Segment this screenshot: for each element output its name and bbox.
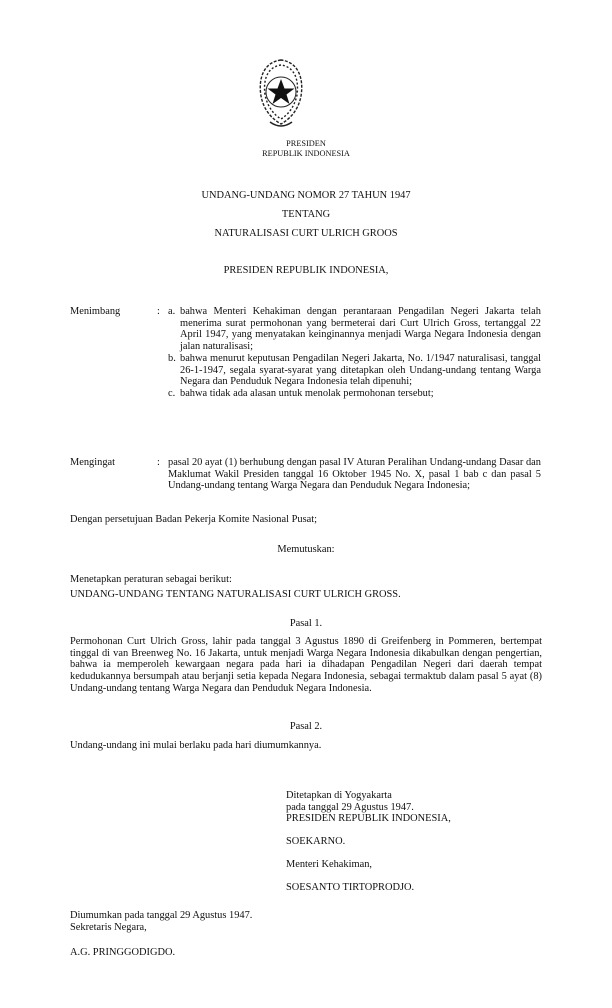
menetapkan: Menetapkan peraturan sebagai berikut: <box>70 574 232 585</box>
pasal-1-text: Permohonan Curt Ulrich Gross, lahir pada tanggal 3 Agustus 1890 di Greifenberg in Pommeren, bertempat tinggal di van Breenweg No. 16 Jakarta, untuk menjadi Warga Negara Indonesia dikabulkan dengan pengertian, bahwa ia memperoleh kewargaan negara pada hari ia dihadapan Pengadilan Negeri dari daerah tempat kedudukannya bersumpah atau berjanji setia kepada Negara Indonesia, sebagai termaktub dalam pasal 5 ayat (8) Undang-undang tentang Warga Negara dan Penduduk Negara Indonesia. <box>70 636 542 694</box>
secretary-name: A.G. PRINGGODIGDO. <box>70 947 176 959</box>
menimbang-label: Menimbang <box>70 306 121 317</box>
pasal-2-heading: Pasal 2. <box>289 721 323 732</box>
item-marker: a. <box>168 306 176 317</box>
mengingat-colon: : <box>157 457 160 468</box>
letterhead-line1: PRESIDEN <box>286 139 326 148</box>
signature-date: pada tanggal 29 Agustus 1947. <box>286 801 414 813</box>
persetujuan: Dengan persetujuan Badan Pekerja Komite Nasional Pusat; <box>70 514 318 525</box>
garuda-star-emblem-icon <box>256 54 306 136</box>
menetapkan-title: UNDANG-UNDANG TENTANG NATURALISASI CURT ULRICH GROSS. <box>70 589 401 600</box>
menimbang-colon: : <box>157 306 160 317</box>
minister-name: SOESANTO TIRTOPRODJO. <box>286 881 415 893</box>
item-marker: b. <box>168 352 176 364</box>
mengingat-label: Mengingat <box>70 457 116 468</box>
item-marker: c. <box>168 387 176 399</box>
president-name: SOEKARNO. <box>286 836 346 848</box>
law-title-line2: TENTANG <box>281 209 331 220</box>
item-text: bahwa tidak ada alasan untuk menolak permohonan tersebut; <box>180 387 434 399</box>
secretary-title: Sekretaris Negara, <box>70 921 147 933</box>
menimbang-list <box>168 306 541 400</box>
pasal-2-text: Undang-undang ini mulai berlaku pada hari diumumkannya. <box>70 740 322 751</box>
signature-place: Ditetapkan di Yogyakarta <box>286 790 392 801</box>
menimbang-item-b <box>168 353 541 388</box>
letterhead <box>0 139 612 158</box>
menimbang-item-a <box>168 306 541 353</box>
memutuskan: Memutuskan: <box>277 544 335 555</box>
promulgation-block <box>70 910 252 959</box>
menimbang-item-c <box>168 388 541 400</box>
item-text: bahwa Menteri Kehakiman dengan perantaraan Pengadilan Negeri Jakarta telah menerima surat permohonan yang bermeterai dari Curt Ulrich Gross, tertanggal 22 April 1947, yang menyatakan keinginannya menjadi Warga Negara Indonesia dengan jalan naturalisasi; <box>180 306 541 353</box>
signature-block <box>286 790 451 893</box>
mengingat-text: pasal 20 ayat (1) berhubung dengan pasal IV Aturan Peralihan Undang-undang Dasar dan Maklumat Wakil Presiden tanggal 16 Oktober 1945 No. X, pasal 1 bab c dan pasal 5 Undang-undang tentang Warga Negara dan Penduduk Negara Indonesia; <box>168 457 541 492</box>
signature-office: PRESIDEN REPUBLIK INDONESIA, <box>286 813 451 825</box>
letterhead-line2: REPUBLIK INDONESIA <box>262 148 350 158</box>
promulgation-date: Diumumkan pada tanggal 29 Agustus 1947. <box>70 910 253 921</box>
preamble: PRESIDEN REPUBLIK INDONESIA, <box>223 265 389 276</box>
law-title-line3: NATURALISASI CURT ULRICH GROOS <box>214 228 398 239</box>
item-text: bahwa menurut keputusan Pengadilan Negeri Jakarta, No. 1/1947 naturalisasi, tanggal 26-1-1947, segala syarat-syarat yang ditetapkan oleh Undang-undang tentang Warga Negara dan Penduduk Negara Indonesia telah dipenuhi; <box>180 352 541 388</box>
pasal-1-heading: Pasal 1. <box>289 618 323 629</box>
law-title-line1: UNDANG-UNDANG NOMOR 27 TAHUN 1947 <box>201 190 411 201</box>
minister-title: Menteri Kehakiman, <box>286 858 372 870</box>
